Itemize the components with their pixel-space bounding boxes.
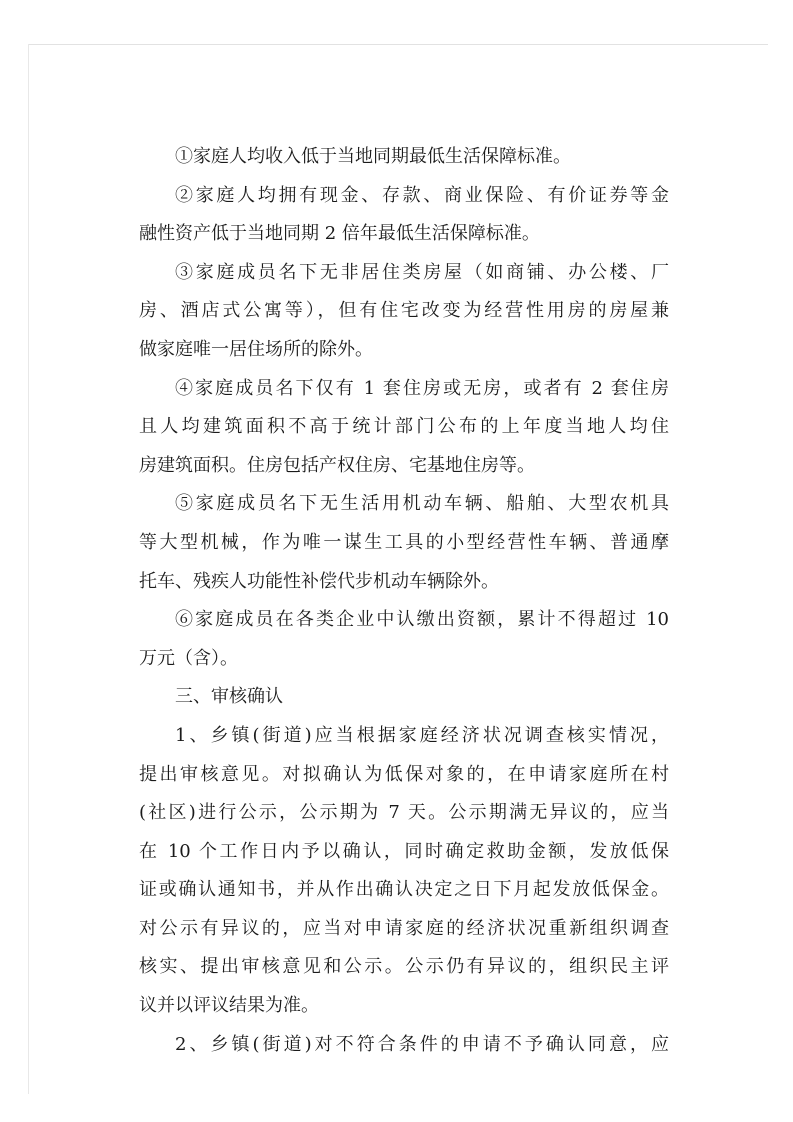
paragraph-line: 核实、提出审核意见和公示。公示仍有异议的，组织民主评 <box>139 956 669 978</box>
page-edge-top <box>28 44 768 45</box>
paragraph-line: 且人均建筑面积不高于统计部门公布的上年度当地人均住 <box>139 416 669 438</box>
paragraph-line: 托车、残疾人功能性补偿代步机动车辆除外。 <box>139 570 499 592</box>
paragraph-line: 房建筑面积。住房包括产权住房、宅基地住房等。 <box>139 454 535 476</box>
paragraph-line: 对公示有异议的，应当对申请家庭的经济状况重新组织调查 <box>139 917 669 939</box>
document-body <box>139 138 669 1064</box>
paragraph-line: ⑥家庭成员在各类企业中认缴出资额，累计不得超过 10 <box>175 609 669 631</box>
paragraph-line: 在 10 个工作日内予以确认，同时确定救助金额，发放低保 <box>139 840 669 862</box>
paragraph-line: 房、酒店式公寓等），但有住宅改变为经营性用房的房屋兼 <box>139 300 669 322</box>
paragraph-line: 做家庭唯一居住场所的除外。 <box>139 338 373 360</box>
paragraph-line: 等大型机械，作为唯一谋生工具的小型经营性车辆、普通摩 <box>139 531 669 553</box>
paragraph-line: ④家庭成员名下仅有 1 套住房或无房，或者有 2 套住房 <box>175 377 669 399</box>
paragraph-line: ①家庭人均收入低于当地同期最低生活保障标准。 <box>175 146 571 167</box>
paragraph-line: 万元（含）。 <box>139 647 238 669</box>
paragraph-line: 议并以评议结果为准。 <box>139 995 319 1017</box>
paragraph-line: 提出审核意见。对拟确认为低保对象的，在申请家庭所在村 <box>139 763 669 785</box>
paragraph-line: ③家庭成员名下无非居住类房屋（如商铺、办公楼、厂 <box>175 261 669 283</box>
page-edge-left <box>28 44 29 1094</box>
paragraph-line: 证或确认通知书，并从作出确认决定之日下月起发放低保金。 <box>139 879 669 901</box>
paragraph-line: (社区)进行公示，公示期为 7 天。公示期满无异议的，应当 <box>139 802 669 824</box>
section-heading: 三、审核确认 <box>175 686 283 708</box>
paragraph-line: 1、乡镇(街道)应当根据家庭经济状况调查核实情况， <box>175 724 669 746</box>
paragraph-line: ⑤家庭成员名下无生活用机动车辆、船舶、大型农机具 <box>175 493 669 515</box>
paragraph-line: ②家庭人均拥有现金、存款、商业保险、有价证券等金 <box>175 184 669 206</box>
paragraph-line: 2、乡镇(街道)对不符合条件的申请不予确认同意，应 <box>175 1033 669 1055</box>
paragraph-line: 融性资产低于当地同期 2 倍年最低生活保障标准。 <box>139 223 540 245</box>
